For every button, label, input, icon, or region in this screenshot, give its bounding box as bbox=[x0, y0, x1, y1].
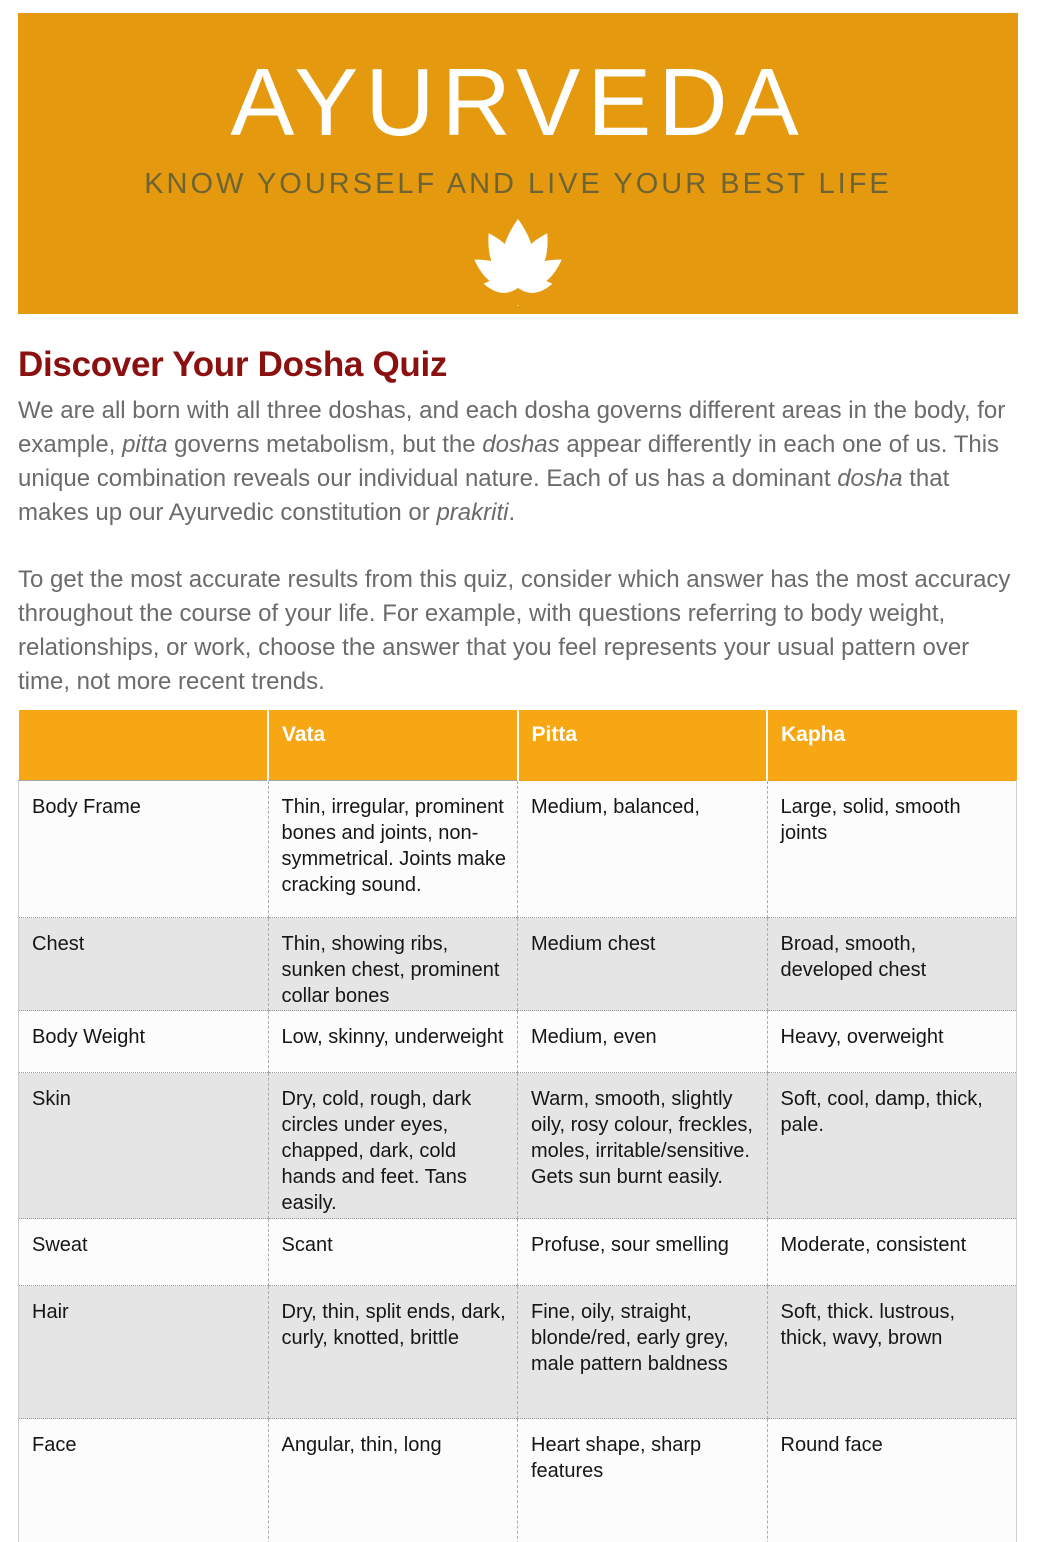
instructions-paragraph: To get the most accurate results from this quiz, consider which answer has the most accuracy throughout the course of your life. For example, with questions referring to body weight, relationships, or work, choose the answer that you feel represents your usual pattern over time, not more recent trends. bbox=[18, 566, 1011, 695]
paragraph-segment-italic: doshas bbox=[482, 431, 560, 458]
table-row-skin bbox=[19, 1073, 1017, 1219]
banner-title: AYURVEDA bbox=[230, 49, 806, 156]
row-label: Body Frame bbox=[19, 781, 269, 918]
paragraph-segment: governs metabolism, but the bbox=[167, 431, 483, 458]
row-label: Chest bbox=[19, 918, 269, 1011]
table-cell-kapha: Moderate, consistent bbox=[767, 1219, 1017, 1286]
table-cell-pitta: Warm, smooth, slightly oily, rosy colour, freckles, moles, irritable/sensitive. Gets sun burnt easily. bbox=[518, 1073, 768, 1219]
table-cell-vata: Thin, showing ribs, sunken chest, prominent collar bones bbox=[268, 918, 518, 1011]
table-cell-vata: Scant bbox=[268, 1219, 518, 1286]
col-header-empty bbox=[19, 710, 269, 781]
paragraph-segment: that makes up our Ayurvedic constitution or bbox=[18, 465, 950, 526]
table-row-body-frame bbox=[19, 781, 1017, 918]
table-cell-kapha: Soft, cool, damp, thick, pale. bbox=[767, 1073, 1017, 1219]
table-cell-kapha: Soft, thick. lustrous, thick, wavy, brown bbox=[767, 1286, 1017, 1419]
table-row-hair bbox=[19, 1286, 1017, 1419]
table-cell-vata: Dry, thin, split ends, dark, curly, knotted, brittle bbox=[268, 1286, 518, 1419]
table-cell-pitta: Medium, even bbox=[518, 1011, 768, 1073]
table-row-face bbox=[19, 1419, 1017, 1542]
article-content bbox=[18, 345, 1018, 699]
table-header-row bbox=[19, 710, 1017, 781]
table-cell-kapha: Broad, smooth, developed chest bbox=[767, 918, 1017, 1011]
table-cell-vata: Thin, irregular, prominent bones and joints, non-symmetrical. Joints make cracking sound. bbox=[268, 781, 518, 918]
intro-paragraph bbox=[18, 394, 1018, 530]
row-label: Skin bbox=[19, 1073, 269, 1219]
table-cell-vata: Dry, cold, rough, dark circles under eyes, chapped, dark, cold hands and feet. Tans easily. bbox=[268, 1073, 518, 1219]
paragraph-segment-italic: prakriti bbox=[436, 499, 509, 526]
table-cell-pitta: Heart shape, sharp features bbox=[518, 1419, 768, 1542]
ayurveda-banner bbox=[18, 13, 1018, 314]
table-cell-pitta: Medium, balanced, bbox=[518, 781, 768, 918]
dosha-comparison-table bbox=[18, 710, 1017, 1542]
col-header-vata: Vata bbox=[268, 710, 518, 781]
paragraph-segment-italic: pitta bbox=[122, 431, 168, 458]
table-cell-pitta: Profuse, sour smelling bbox=[518, 1219, 768, 1286]
table-cell-vata: Low, skinny, underweight bbox=[268, 1011, 518, 1073]
table-cell-pitta: Medium chest bbox=[518, 918, 768, 1011]
paragraph-segment: appear differently in each one of us. This unique combination reveals our individual nature. Each of us has a dominant bbox=[18, 431, 1000, 492]
table-cell-pitta: Fine, oily, straight, blonde/red, early grey, male pattern baldness bbox=[518, 1286, 768, 1419]
row-label: Hair bbox=[19, 1286, 269, 1419]
paragraph-segment-italic: dosha bbox=[837, 465, 903, 492]
table-row-chest bbox=[19, 918, 1017, 1011]
paragraph-segment: . bbox=[508, 499, 516, 526]
table-cell-vata: Angular, thin, long bbox=[268, 1419, 518, 1542]
table-cell-kapha: Large, solid, smooth joints bbox=[767, 781, 1017, 918]
table-row-sweat bbox=[19, 1219, 1017, 1286]
table-row-body-weight bbox=[19, 1011, 1017, 1073]
row-label: Body Weight bbox=[19, 1011, 269, 1073]
col-header-kapha: Kapha bbox=[767, 710, 1017, 781]
col-header-pitta: Pitta bbox=[518, 710, 768, 781]
row-label: Sweat bbox=[19, 1219, 269, 1286]
table-cell-kapha: Round face bbox=[767, 1419, 1017, 1542]
row-label: Face bbox=[19, 1419, 269, 1542]
table-cell-kapha: Heavy, overweight bbox=[767, 1011, 1017, 1073]
page-title: Discover Your Dosha Quiz bbox=[18, 345, 448, 384]
paragraph-segment: We are all born with all three doshas, and each dosha governs different areas in the body, for example, bbox=[18, 397, 1006, 458]
banner-subtitle: KNOW YOURSELF AND LIVE YOUR BEST LIFE bbox=[144, 167, 892, 200]
lotus-icon bbox=[18, 214, 1018, 311]
